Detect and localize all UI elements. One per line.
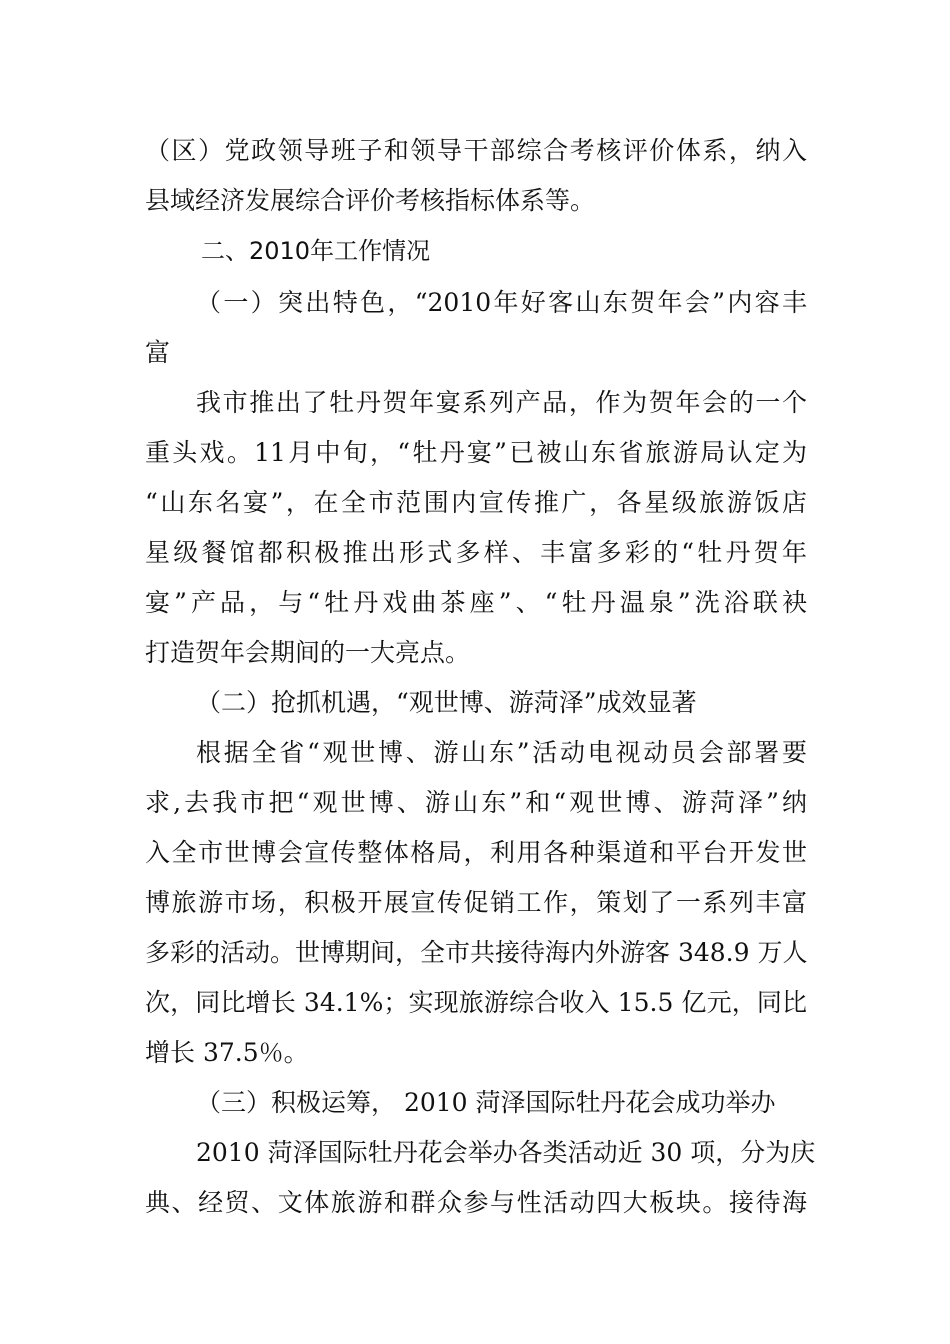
paragraph-3-line-1: 2010 菏泽国际牡丹花会举办各类活动近 30 项，分为庆 <box>196 1138 816 1167</box>
paragraph-3-line-2: 典、经贸、文体旅游和群众参与性活动四大板块。接待海 <box>145 1188 807 1217</box>
paragraph-2-line-2: 求,去我市把“观世博、游山东”和“观世博、游菏泽”纳 <box>145 788 807 817</box>
paragraph-1-line-2: 重头戏。11月中旬，“牡丹宴”已被山东省旅游局认定为 <box>145 438 807 467</box>
paragraph-2-line-6: 次，同比增长 34.1%；实现旅游综合收入 15.5 亿元，同比 <box>145 988 807 1017</box>
body-line-1: （区）党政领导班子和领导干部综合考核评价体系，纳入 <box>145 136 807 165</box>
subsection-heading-1: （一）突出特色，“2010年好客山东贺年会”内容丰 <box>196 288 807 317</box>
paragraph-2-line-7: 增长 37.5％。 <box>145 1038 309 1067</box>
paragraph-2-line-3: 入全市世博会宣传整体格局，利用各种渠道和平台开发世 <box>145 838 807 867</box>
body-line-2: 县域经济发展综合评价考核指标体系等。 <box>145 186 596 215</box>
section-heading-2010-work: 二、2010年工作情况 <box>201 237 431 265</box>
paragraph-2-line-4: 博旅游市场，积极开展宣传促销工作，策划了一系列丰富 <box>145 888 807 917</box>
paragraph-1-line-1: 我市推出了牡丹贺年宴系列产品，作为贺年会的一个 <box>196 388 807 417</box>
paragraph-1-line-3: “山东名宴”，在全市范围内宣传推广，各星级旅游饭店 <box>145 488 807 517</box>
paragraph-1-line-4: 星级餐馆都积极推出形式多样、丰富多彩的“牡丹贺年 <box>145 538 807 567</box>
subsection-heading-2: （二）抢抓机遇，“观世博、游菏泽”成效显著 <box>196 688 697 717</box>
paragraph-1-line-6: 打造贺年会期间的一大亮点。 <box>145 638 471 667</box>
subsection-heading-1-cont: 富 <box>145 338 171 367</box>
paragraph-2-line-5: 多彩的活动。世博期间，全市共接待海内外游客 348.9 万人 <box>145 938 808 967</box>
paragraph-2-line-1: 根据全省“观世博、游山东”活动电视动员会部署要 <box>196 738 807 767</box>
paragraph-1-line-5: 宴”产品，与“牡丹戏曲茶座”、“牡丹温泉”洗浴联袂 <box>145 588 807 617</box>
subsection-heading-3: （三）积极运筹， 2010 菏泽国际牡丹花会成功举办 <box>196 1088 776 1117</box>
